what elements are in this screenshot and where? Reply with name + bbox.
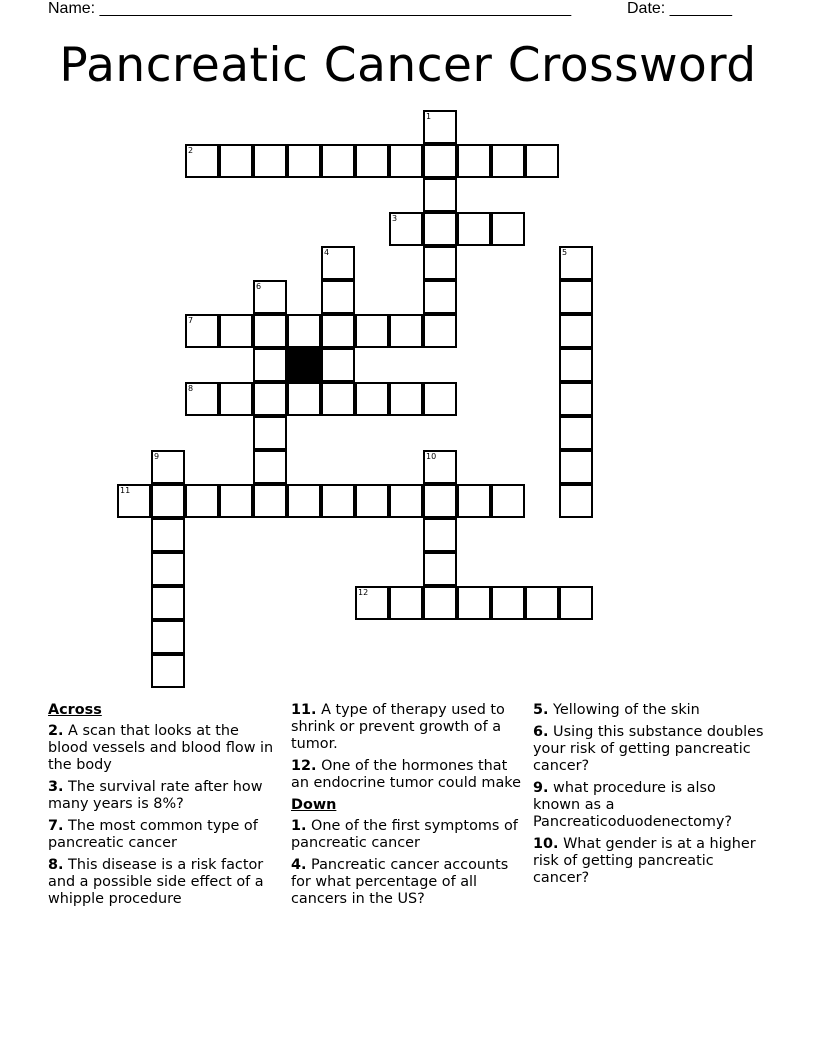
grid-cell[interactable] bbox=[321, 314, 355, 348]
grid-cell[interactable] bbox=[253, 314, 287, 348]
grid-cell[interactable] bbox=[423, 382, 457, 416]
grid-cell[interactable] bbox=[151, 586, 185, 620]
grid-cell[interactable] bbox=[219, 484, 253, 518]
cell-number: 9 bbox=[154, 452, 160, 461]
grid-cell[interactable] bbox=[423, 552, 457, 586]
grid-cell[interactable] bbox=[151, 484, 185, 518]
clue-down-1: 1. One of the first symptoms of pancreatic cancer bbox=[291, 818, 518, 851]
grid-cell[interactable] bbox=[559, 314, 593, 348]
grid-cell[interactable] bbox=[321, 382, 355, 416]
clue-down-6: 6. Using this substance doubles your risk of getting pancreatic cancer? bbox=[533, 724, 764, 774]
clue-across-12: 12. One of the hormones that an endocrine tumor could make bbox=[291, 758, 521, 791]
cell-number: 6 bbox=[256, 282, 262, 291]
grid-cell[interactable] bbox=[287, 144, 321, 178]
grid-cell[interactable] bbox=[151, 552, 185, 586]
grid-cell[interactable] bbox=[525, 586, 559, 620]
grid-cell[interactable] bbox=[321, 348, 355, 382]
date-field-label: Date: _______ bbox=[627, 0, 732, 17]
cell-number: 3 bbox=[392, 214, 398, 223]
cell-number: 11 bbox=[120, 486, 131, 495]
clue-column-3 bbox=[533, 702, 765, 892]
down-heading: Down bbox=[291, 797, 337, 813]
grid-cell[interactable] bbox=[559, 450, 593, 484]
grid-cell[interactable] bbox=[559, 280, 593, 314]
grid-cell[interactable] bbox=[355, 382, 389, 416]
grid-cell[interactable] bbox=[491, 212, 525, 246]
grid-cell[interactable] bbox=[423, 314, 457, 348]
clue-across-3: 3. The survival rate after how many years is 8%? bbox=[48, 779, 263, 812]
grid-cell[interactable] bbox=[185, 484, 219, 518]
grid-cell[interactable] bbox=[491, 484, 525, 518]
grid-cell[interactable] bbox=[457, 212, 491, 246]
grid-cell[interactable] bbox=[559, 484, 593, 518]
grid-cell[interactable] bbox=[457, 144, 491, 178]
grid-cell[interactable] bbox=[355, 484, 389, 518]
grid-cell[interactable] bbox=[559, 348, 593, 382]
clue-down-9: 9. what procedure is also known as a Pancreaticoduodenectomy? bbox=[533, 780, 733, 830]
grid-cell[interactable] bbox=[321, 280, 355, 314]
cell-number: 10 bbox=[426, 452, 437, 461]
grid-cell[interactable] bbox=[559, 246, 593, 280]
grid-cell[interactable] bbox=[457, 484, 491, 518]
grid-cell[interactable] bbox=[423, 144, 457, 178]
grid-cell[interactable] bbox=[389, 484, 423, 518]
grid-cell[interactable] bbox=[253, 450, 287, 484]
grid-cell[interactable] bbox=[151, 450, 185, 484]
grid-cell[interactable] bbox=[219, 144, 253, 178]
black-cell bbox=[287, 348, 321, 382]
grid-cell[interactable] bbox=[185, 144, 219, 178]
grid-cell[interactable] bbox=[491, 586, 525, 620]
clue-column-1 bbox=[48, 702, 280, 913]
cell-number: 4 bbox=[324, 248, 330, 257]
grid-cell[interactable] bbox=[321, 144, 355, 178]
grid-cell[interactable] bbox=[253, 280, 287, 314]
grid-cell[interactable] bbox=[423, 178, 457, 212]
grid-cell[interactable] bbox=[253, 416, 287, 450]
clue-across-11: 11. A type of therapy used to shrink or prevent growth of a tumor. bbox=[291, 702, 505, 752]
grid-cell[interactable] bbox=[457, 586, 491, 620]
grid-cell[interactable] bbox=[253, 348, 287, 382]
grid-cell[interactable] bbox=[355, 144, 389, 178]
grid-cell[interactable] bbox=[389, 314, 423, 348]
name-field-label: Name: _____________________________________________________ bbox=[48, 0, 572, 17]
grid-cell[interactable] bbox=[423, 280, 457, 314]
page-title: Pancreatic Cancer Crossword bbox=[59, 38, 757, 93]
clue-across-8: 8. This disease is a risk factor and a possible side effect of a whipple procedure bbox=[48, 857, 264, 907]
grid-cell[interactable] bbox=[423, 518, 457, 552]
cell-number: 7 bbox=[188, 316, 194, 325]
grid-cell[interactable] bbox=[423, 484, 457, 518]
grid-cell[interactable] bbox=[423, 450, 457, 484]
cell-number: 1 bbox=[426, 112, 432, 121]
grid-cell[interactable] bbox=[423, 246, 457, 280]
grid-cell[interactable] bbox=[389, 144, 423, 178]
grid-cell[interactable] bbox=[423, 110, 457, 144]
grid-cell[interactable] bbox=[559, 586, 593, 620]
cell-number: 2 bbox=[188, 146, 194, 155]
clue-down-5: 5. Yellowing of the skin bbox=[533, 702, 700, 718]
clue-column-2 bbox=[291, 702, 523, 913]
grid-cell[interactable] bbox=[491, 144, 525, 178]
grid-cell[interactable] bbox=[151, 620, 185, 654]
grid-cell[interactable] bbox=[389, 212, 423, 246]
grid-cell[interactable] bbox=[253, 144, 287, 178]
grid-cell[interactable] bbox=[253, 382, 287, 416]
grid-cell[interactable] bbox=[355, 586, 389, 620]
clue-down-10: 10. What gender is at a higher risk of getting pancreatic cancer? bbox=[533, 836, 756, 886]
grid-cell[interactable] bbox=[389, 586, 423, 620]
grid-cell[interactable] bbox=[321, 246, 355, 280]
grid-cell[interactable] bbox=[185, 314, 219, 348]
grid-cell[interactable] bbox=[559, 382, 593, 416]
grid-cell[interactable] bbox=[151, 654, 185, 688]
grid-cell[interactable] bbox=[117, 484, 151, 518]
grid-cell[interactable] bbox=[559, 416, 593, 450]
grid-cell[interactable] bbox=[287, 382, 321, 416]
grid-cell[interactable] bbox=[185, 382, 219, 416]
across-heading: Across bbox=[48, 702, 102, 718]
cell-number: 8 bbox=[188, 384, 194, 393]
grid-cell[interactable] bbox=[525, 144, 559, 178]
cell-number: 5 bbox=[562, 248, 568, 257]
grid-cell[interactable] bbox=[287, 314, 321, 348]
grid-cell[interactable] bbox=[423, 586, 457, 620]
grid-cell[interactable] bbox=[219, 314, 253, 348]
grid-cell[interactable] bbox=[355, 314, 389, 348]
grid-cell[interactable] bbox=[287, 484, 321, 518]
grid-cell[interactable] bbox=[389, 382, 423, 416]
clue-down-4: 4. Pancreatic cancer accounts for what percentage of all cancers in the US? bbox=[291, 857, 509, 907]
grid-cell[interactable] bbox=[423, 212, 457, 246]
grid-cell[interactable] bbox=[151, 518, 185, 552]
grid-cell[interactable] bbox=[321, 484, 355, 518]
clue-across-7: 7. The most common type of pancreatic cancer bbox=[48, 818, 258, 851]
cell-number: 12 bbox=[358, 588, 369, 597]
clue-across-2: 2. A scan that looks at the blood vessels and blood flow in the body bbox=[48, 723, 274, 773]
grid-cell[interactable] bbox=[253, 484, 287, 518]
grid-cell[interactable] bbox=[219, 382, 253, 416]
